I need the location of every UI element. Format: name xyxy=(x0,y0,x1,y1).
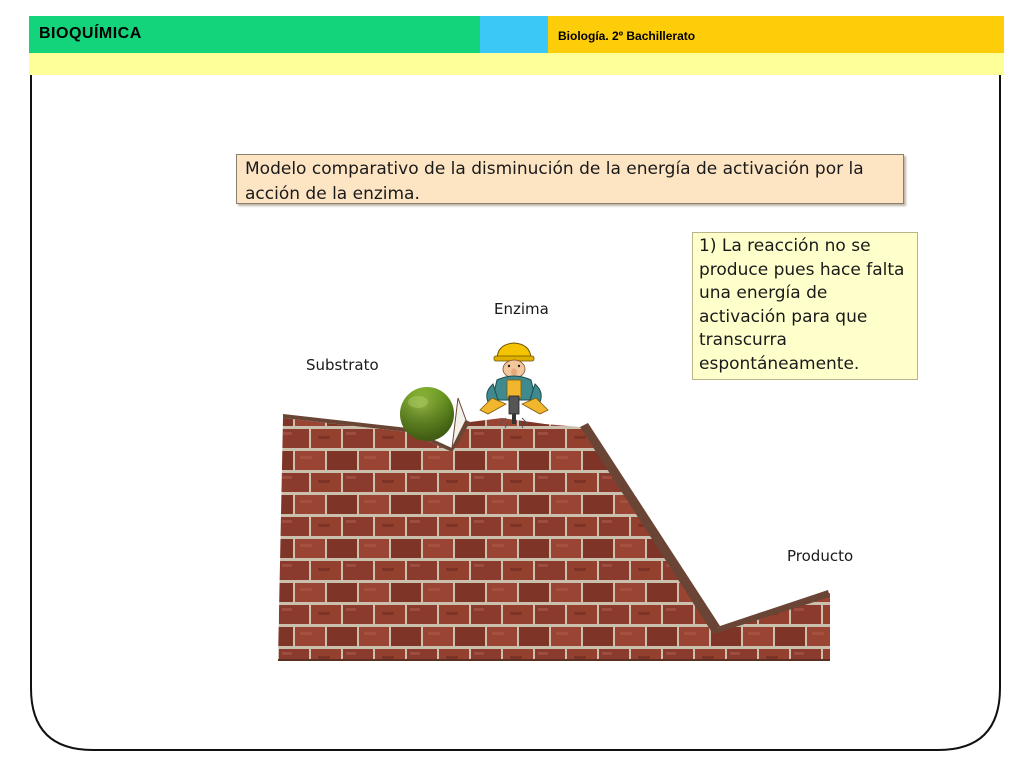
course-title: BIOQUÍMICA xyxy=(39,25,142,42)
product-label: Producto xyxy=(787,547,854,565)
step-explanation: 1) La reacción no se produce pues hace falta una energía de activación para que transcurra espontáneamente. xyxy=(692,232,918,380)
course-subtitle: Biología. 2º Bachillerato xyxy=(558,29,696,43)
substrate-label: Substrato xyxy=(306,356,379,374)
slide-title: Modelo comparativo de la disminución de la energía de activación por la acción de la enzima. xyxy=(236,154,904,204)
enzyme-worker-icon xyxy=(480,343,548,428)
brick-wall xyxy=(278,398,830,660)
enzyme-label: Enzima xyxy=(494,300,549,318)
substrate-ball-icon xyxy=(400,387,454,441)
